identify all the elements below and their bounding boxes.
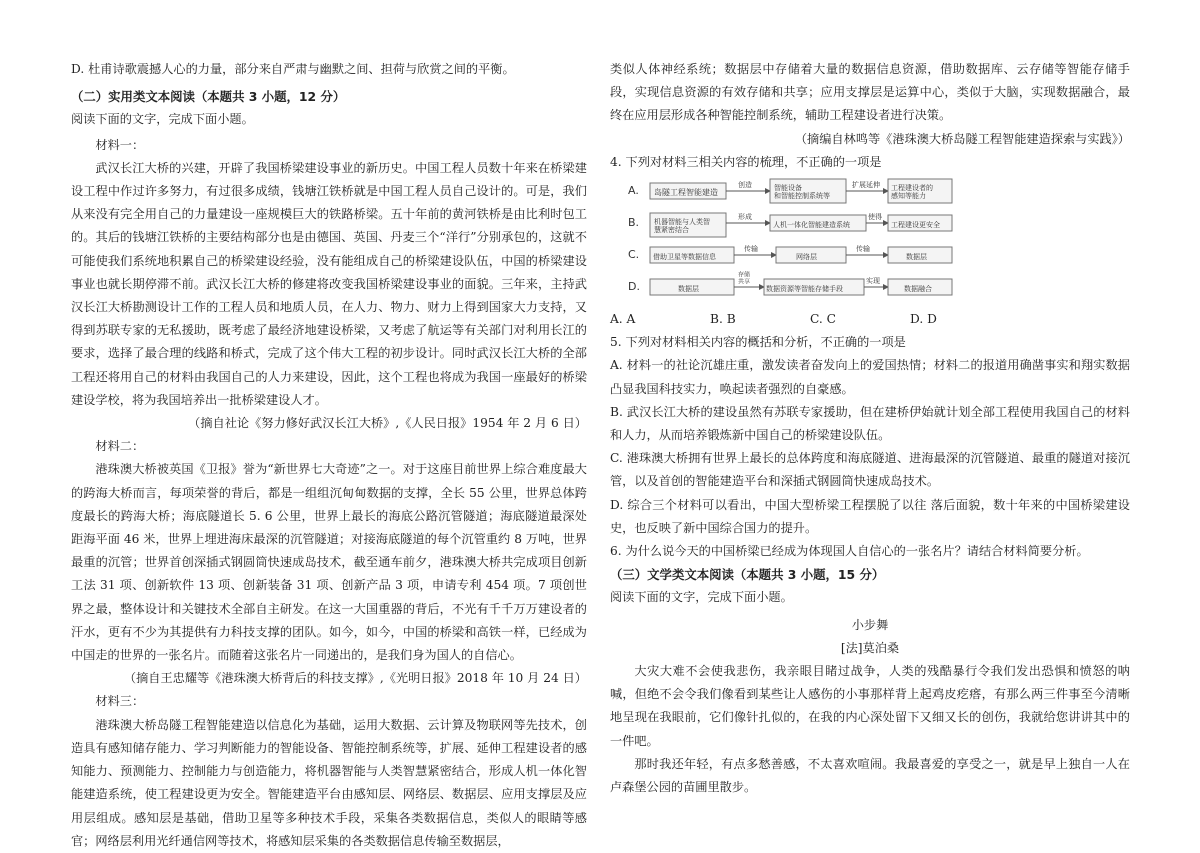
section-3-title: （三）文学类文本阅读（本题共 3 小题，15 分） [610,567,885,583]
q4-option-c: C. C [810,312,836,327]
story-title: 小步舞 [851,617,889,632]
q4-option-b: B. B [710,312,736,327]
row-a-box-2-text: 智能设备和智能控制系统等 [774,184,830,200]
q4-option-a: A. A [610,312,636,327]
material-3-source: （摘编自林鸣等《港珠澳大桥岛隧工程智能建造探索与实践》） [794,131,1130,146]
row-c-arrow-1: 传输 [744,245,758,254]
question-6: 6. 为什么说今天的中国桥梁已经成为体现国人自信心的一张名片？请结合材料简要分析。 [610,544,1089,559]
flow-diagram [626,176,956,304]
q4-option-d: D. D [910,312,937,327]
row-d-arrow-2: 实现 [866,277,880,286]
row-c-box-1-text: 借助卫星等数据信息 [653,253,716,262]
q5-option-c: C. 港珠澳大桥拥有世界上最长的总体跨度和海底隧道、进海最深的沉管隧道、最重的隧道对接沉管，以及首创的智能建造平台和深插式钢圆筒快速成岛技术。 [610,451,1130,489]
story-paragraph-1: 大灾大难不会使我悲伤，我亲眼目睹过战争，人类的残酷暴行令我们发出恐惧和愤怒的呐喊，但绝不会令我们像看到某些让人感伤的小事那样背上起鸡皮疙瘩，有那么两三件事至今清晰地呈现在我眼前，它们像针扎似的，在我的内心深处留下又细又长的创伤，我就给您讲讲其中的一件吧。 [610,664,1130,748]
row-d-arrow-1: 存储共享 [738,271,751,286]
material-3-label: 材料三： [95,694,145,709]
story-paragraph-2: 那时我还年轻，有点多愁善感，不太喜欢喧闹。我最喜爱的享受之一，就是早上独自一人在卢森堡公园的苗圃里散步。 [610,756,1130,795]
row-b-box-2-text: 人机一体化智能建造系统 [773,221,850,230]
row-b-arrow-1: 形成 [738,213,752,222]
q5-option-d: D. 综合三个材料可以看出，中国大型桥梁工程摆脱了以往 落后面貌，数十年来的中国桥梁建设史，也反映了新中国综合国力的提升。 [610,497,1130,535]
question-5: 5. 下列对材料相关内容的概括和分析，不正确的一项是 [610,335,906,350]
material-2-source: （摘自王忠耀等《港珠澳大桥背后的科技支撑》,《光明日报》2018 年 10 月 24 日） [123,671,587,686]
row-d-box-3-text: 数据融合 [904,285,932,294]
row-a-box-1-text: 岛隧工程智能建造 [654,188,718,198]
row-a-box-3-text: 工程建设者的感知等能力 [891,184,933,200]
row-d-box-1-text: 数据层 [678,285,699,294]
material-3-continued: 类似人体神经系统；数据层中存储着大量的数据信息资源，借助数据库、云存储等智能存储手段，实现信息资源的有效存储和共享；应用支撑层是运算中心，类似于大脑，实现数据融合，最终在应用层形成各种智能控制系统，辅助工程建设者进行决策。 [610,62,1130,123]
material-1-source: （摘自社论《努力修好武汉长江大桥》,《人民日报》1954 年 2 月 6 日） [188,416,587,431]
row-c-arrow-2: 传输 [856,245,870,254]
row-b-box-1-text: 机器智能与人类智慧紧密结合 [654,218,710,234]
row-a-arrow-2: 扩展延伸 [852,181,880,190]
material-2-label: 材料二： [95,439,145,454]
row-c-box-2-text: 网络层 [796,253,817,262]
left-column [71,58,587,853]
material-1-text: 武汉长江大桥的兴建，开辟了我国桥梁建设事业的新历史。中国工程人员数十年来在桥梁建设工程中作过许多努力，有过很多成绩，钱塘江铁桥就是中国工程人员自己设计的。可是，我们从来没有完全用自己的力量建设一座规模巨大的铁路桥梁。五十年前的黄河铁桥是由比利时包工的。其后的钱塘江铁桥的主要结构部分也是由德国、英国、丹麦三个“洋行”分别承包的，这就不可能使我们系统地积累自己的桥梁建设经验，没有能组成自己的桥梁建设队伍，中国的桥梁建设事业也就长期停滞不前。武汉长江大桥的修建将改变我国桥梁建设事业的面貌。三年来，主持武汉长江大桥勘测设计工作的工程人员和地质人员，在人力、物力、财力上得到国家大力支持，又得到苏联专家的无私援助，既考虑了最经济地建设桥梁，又考虑了航运等有关部门对利用长江的要求，选择了最合理的线路和桥式，完成了这个伟大工程的初步设计。同时武汉长江大桥的全部工程还将用自己的材料由我国自己的人力来建设，因此，这个工程也将成为我国一座最好的桥梁建设学校，将为我国培养出一批桥梁建设人才。 [71,160,587,407]
question-4-diagram [626,176,956,304]
diagram-row-a [628,179,952,203]
question-4-options [610,308,1010,331]
row-c-box-3-text: 数据层 [906,253,927,262]
row-d-box-2-text: 数据资源等智能存储手段 [766,285,843,294]
q5-option-b: B. 武汉长江大桥的建设虽然有苏联专家援助，但在建桥伊始就计划全部工程使用我国自己的材料和人力，从而培养锻炼新中国自己的桥梁建设队伍。 [610,404,1130,443]
material-2-text: 港珠澳大桥被英国《卫报》誉为“新世界七大奇迹”之一。对于这座目前世界上综合难度最大的跨海大桥而言，每项荣誉的背后，都是一组组沉甸甸数据的支撑，全长 55 公里，世界总体跨度最长的跨海大桥；海底隧道长 5. 6 公里，世界上最长的海底公路沉管隧道；海底隧道最深处距海平面 46 米，世界上埋进海床最深的沉管隧道；对接海底隧道的每个沉管重约 8 万吨，世界最重的沉管；世界首创深插式钢圆筒快速成岛技术，截至通车前夕，港珠澳大桥共完成项目创新工法 31 项、创新软件 13 项、创新装备 31 项、创新产品 3 项，申请专利 454 项。7 项创世界之最，整体设计和关键技术全部自主研发。在这一大国重器的背后，不光有千千万万建设者的汗水，更有不少为其提供有力科技支撑的团队。如今，如今，中国的桥梁和高铁一样，已经成为中国走的世界的一张名片。而随着这张名片一同递出的，是我们身为国人的自信心。 [71,462,587,663]
row-a-letter: A. [628,184,639,198]
question-4: 4. 下列对材料三相关内容的梳理，不正确的一项是 [610,154,882,169]
option-d-text: D. 杜甫诗歌震撼人心的力量，部分来自严肃与幽默之间、担荷与欣赏之间的平衡。 [71,62,515,76]
story-author: [法]莫泊桑 [840,640,900,655]
diagram-row-d [628,271,952,295]
material-3-text: 港珠澳大桥岛隧工程智能建造以信息化为基础，运用大数据、云计算及物联网等先技术，创造具有感知储存能力、学习判断能力的智能设备、智能控制系统等，扩展、延伸工程建设者的感知能力、预测能力、控制能力与创造能力，将机器智能与人类智慧紧密结合，形成人机一体化智能建造系统，使工程建设更为安全。智能建造平台由感知层、网络层、数据层、应用支撑层及应用层组成。感知层是基础，借助卫星等多种技术手段，采集各类数据信息，类似人的眼睛等感官；网络层利用光纤通信网等技术，将感知层采集的各类数据信息传输至数据层， [71,717,587,848]
row-a-arrow-1: 创造 [738,181,752,190]
q5-option-a: A. 材料一的社论沉雄庄重，激发读者奋发向上的爱国热情；材料二的报道用确凿事实和翔实数据凸显我国科技实力，唤起读者强烈的自豪感。 [610,358,1130,396]
row-b-arrow-2: 使得 [868,213,882,222]
instruction-text-2: 阅读下面的文字，完成下面小题。 [610,590,793,605]
diagram-row-c [628,244,952,263]
section-2-title: （二）实用类文本阅读（本题共 3 小题，12 分） [71,89,346,105]
row-d-letter: D. [628,280,640,294]
row-b-box-3-text: 工程建设更安全 [891,221,940,230]
material-1-label: 材料一： [95,137,145,152]
right-column [610,58,1130,799]
row-b-letter: B. [628,216,640,230]
instruction-text: 阅读下面的文字，完成下面小题。 [71,112,254,127]
diagram-row-b [628,212,952,237]
row-c-letter: C. [628,248,640,262]
